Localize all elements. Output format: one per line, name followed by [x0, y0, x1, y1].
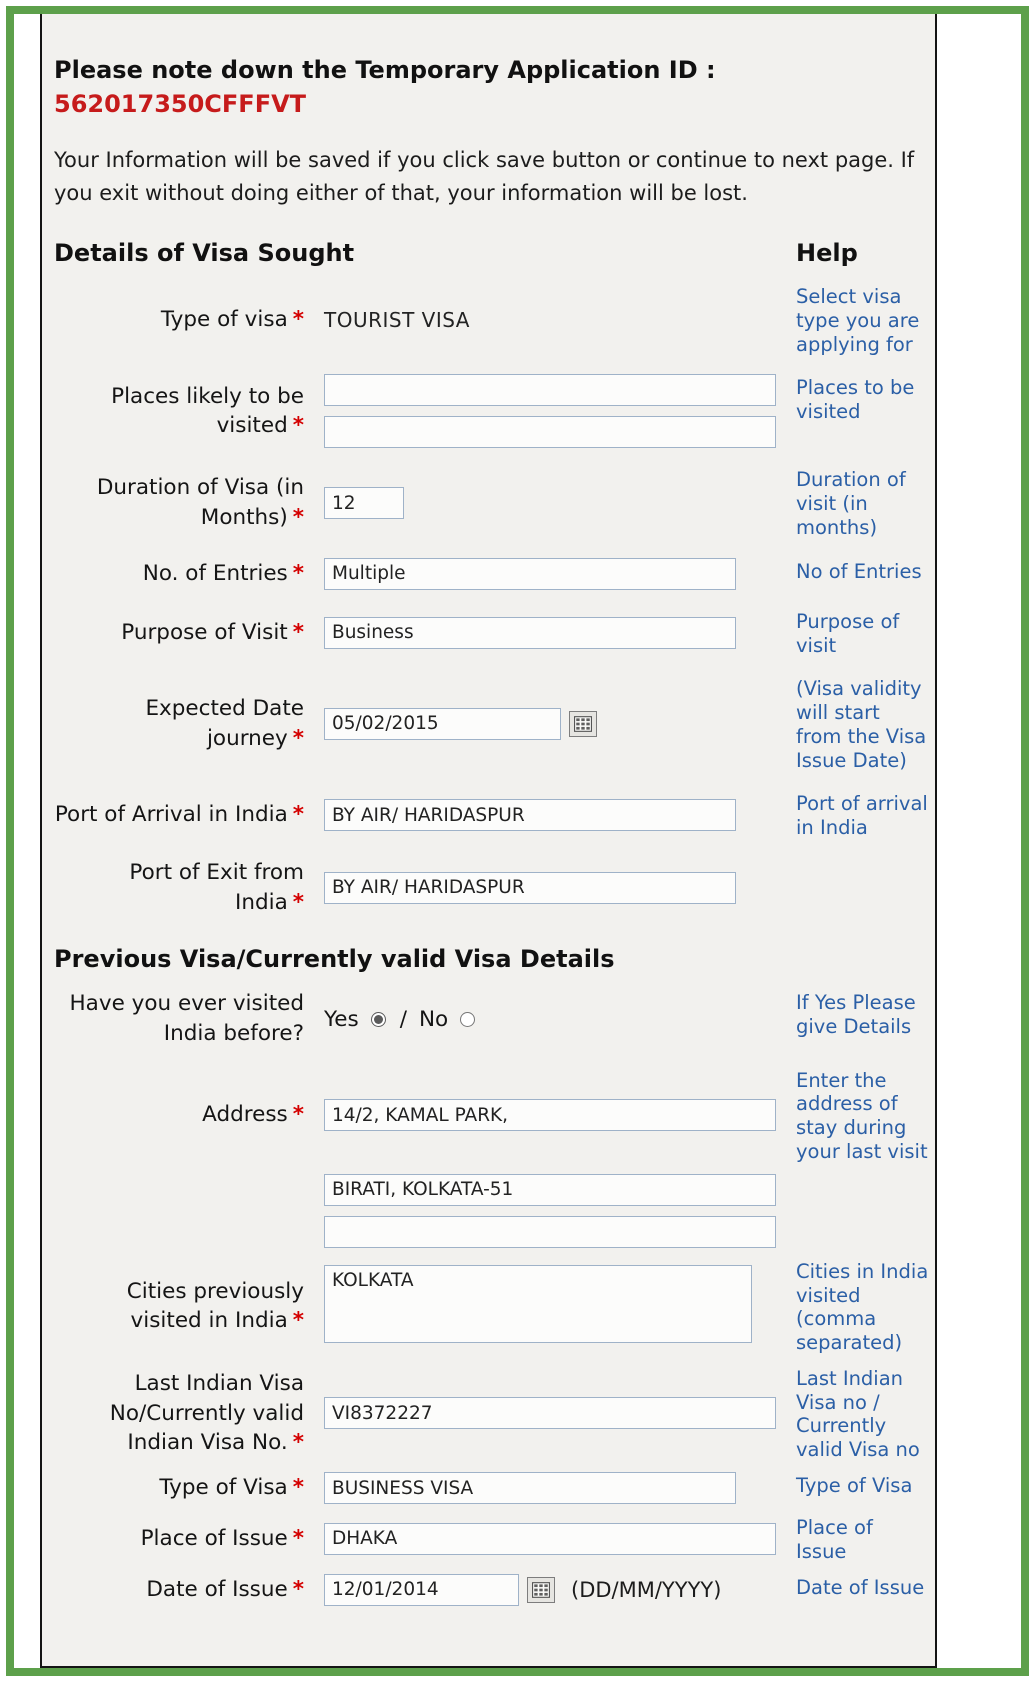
notice-text: Your Information will be saved if you click save button or continue to next page. If you exit without doing either of that, your information will be lost. [54, 148, 915, 205]
row-date-of-issue [54, 1574, 929, 1606]
place-of-issue-input[interactable] [324, 1523, 776, 1555]
previous-visa-type-label: Type of Visa [159, 1475, 288, 1501]
row-port-exit [54, 858, 929, 917]
date-of-issue-label: Date of Issue [146, 1576, 288, 1602]
required-marker: * [292, 1576, 304, 1602]
cities-visited-label: Cities previously visited in India [126, 1278, 304, 1334]
help-duration: Duration of visit (in months) [796, 468, 906, 539]
type-of-visa-value: TOURIST VISA [324, 307, 470, 332]
port-arrival-label: Port of Arrival in India [54, 802, 288, 828]
date-of-issue-input[interactable] [324, 1574, 519, 1606]
row-previous-visa-type [54, 1472, 929, 1504]
calendar-icon[interactable] [569, 711, 597, 737]
required-marker: * [292, 1525, 304, 1551]
help-places-visited: Places to be visited [796, 376, 915, 424]
row-cities-visited [54, 1258, 929, 1355]
help-visited-before: If Yes Please give Details [796, 991, 916, 1039]
last-visa-no-label: Last Indian Visa No/Currently valid Indian Visa No. [109, 1370, 304, 1456]
type-of-visa-label: Type of visa [160, 306, 288, 332]
required-marker: * [292, 306, 304, 332]
help-port-arrival: Port of arrival in India [796, 792, 928, 840]
places-visited-input-2[interactable] [324, 416, 776, 448]
help-date-of-issue: Date of Issue [796, 1575, 925, 1599]
row-duration [54, 466, 929, 539]
row-port-arrival [54, 790, 929, 840]
visited-before-yes-radio[interactable] [371, 1012, 386, 1027]
required-marker: * [292, 802, 304, 828]
port-exit-input[interactable] [324, 872, 736, 904]
address-input-2[interactable] [324, 1174, 776, 1206]
required-marker: * [292, 1308, 304, 1334]
place-of-issue-label: Place of Issue [140, 1525, 288, 1551]
purpose-label: Purpose of Visit [121, 619, 288, 645]
visited-before-yes-label: Yes [324, 1006, 359, 1032]
calendar-grid-icon [574, 716, 592, 732]
date-format-hint: (DD/MM/YYYY) [571, 1577, 722, 1602]
previous-visa-type-input[interactable] [324, 1472, 736, 1504]
visited-before-no-radio[interactable] [460, 1012, 475, 1027]
form-sheet [40, 14, 937, 1668]
help-column-title: Help [796, 239, 858, 268]
temporary-application-id-block [54, 56, 929, 118]
help-type-of-visa: Select visa type you are applying for [796, 285, 920, 356]
port-exit-label: Port of Exit from India [129, 860, 304, 915]
calendar-grid-icon [532, 1582, 550, 1598]
required-marker: * [292, 725, 304, 751]
row-address-line3 [54, 1216, 929, 1248]
section-title-details-of-visa-sought: Details of Visa Sought [54, 239, 355, 268]
help-expected-date: (Visa validity will start from the Visa Issue Date) [796, 677, 927, 772]
required-marker: * [292, 1102, 304, 1128]
section-header-details-of-visa-sought [54, 239, 929, 267]
cities-visited-textarea[interactable] [324, 1265, 752, 1343]
last-visa-no-input[interactable] [324, 1397, 776, 1429]
required-marker: * [292, 505, 304, 531]
row-address-line1 [54, 1067, 929, 1164]
help-address: Enter the address of stay during your last visit [796, 1068, 928, 1163]
purpose-input[interactable] [324, 617, 736, 649]
page-frame [6, 6, 1029, 1676]
port-arrival-input[interactable] [324, 799, 736, 831]
app-id-label: Please note down the Temporary Application ID : [54, 56, 716, 84]
radio-separator: / [399, 1006, 407, 1032]
row-entries [54, 558, 929, 590]
section-title-previous-visa: Previous Visa/Currently valid Visa Details [54, 945, 615, 974]
help-entries: No of Entries [796, 559, 922, 583]
required-marker: * [292, 889, 304, 915]
row-type-of-visa [54, 283, 929, 356]
help-port-exit [796, 858, 929, 860]
places-visited-label: Places likely to be visited [111, 383, 304, 439]
help-purpose: Purpose of visit [796, 609, 900, 657]
row-last-visa-no [54, 1365, 929, 1462]
row-expected-date [54, 675, 929, 772]
row-purpose [54, 608, 929, 658]
required-marker: * [292, 560, 304, 586]
row-address-line2 [54, 1174, 929, 1206]
address-input-3[interactable] [324, 1216, 776, 1248]
address-label: Address [202, 1102, 288, 1128]
duration-input[interactable] [324, 487, 404, 519]
visited-before-label: Have you ever visited India before? [69, 991, 304, 1046]
section-header-previous-visa [54, 945, 929, 973]
expected-date-input[interactable] [324, 708, 561, 740]
help-previous-visa-type: Type of Visa [796, 1474, 913, 1498]
visited-before-no-label: No [418, 1006, 449, 1032]
row-visited-before [54, 989, 929, 1048]
help-last-visa-no: Last Indian Visa no / Currently valid Visa no [796, 1366, 920, 1462]
required-marker: * [292, 619, 304, 645]
address-input-1[interactable] [324, 1099, 776, 1131]
entries-label: No. of Entries [142, 560, 288, 586]
required-marker: * [292, 1475, 304, 1501]
required-marker: * [292, 413, 304, 439]
expected-date-label: Expected Date journey [145, 696, 304, 751]
row-places-visited [54, 374, 929, 448]
app-id-value: 562017350CFFFVT [54, 90, 307, 118]
places-visited-input-1[interactable] [324, 374, 776, 406]
required-marker: * [292, 1430, 304, 1456]
row-place-of-issue [54, 1514, 929, 1564]
help-cities-visited: Cities in India visited (comma separated) [796, 1259, 929, 1355]
duration-label: Duration of Visa (in Months) [96, 475, 304, 531]
entries-input[interactable] [324, 558, 736, 590]
calendar-icon[interactable] [527, 1577, 555, 1603]
help-place-of-issue: Place of Issue [796, 1516, 873, 1563]
